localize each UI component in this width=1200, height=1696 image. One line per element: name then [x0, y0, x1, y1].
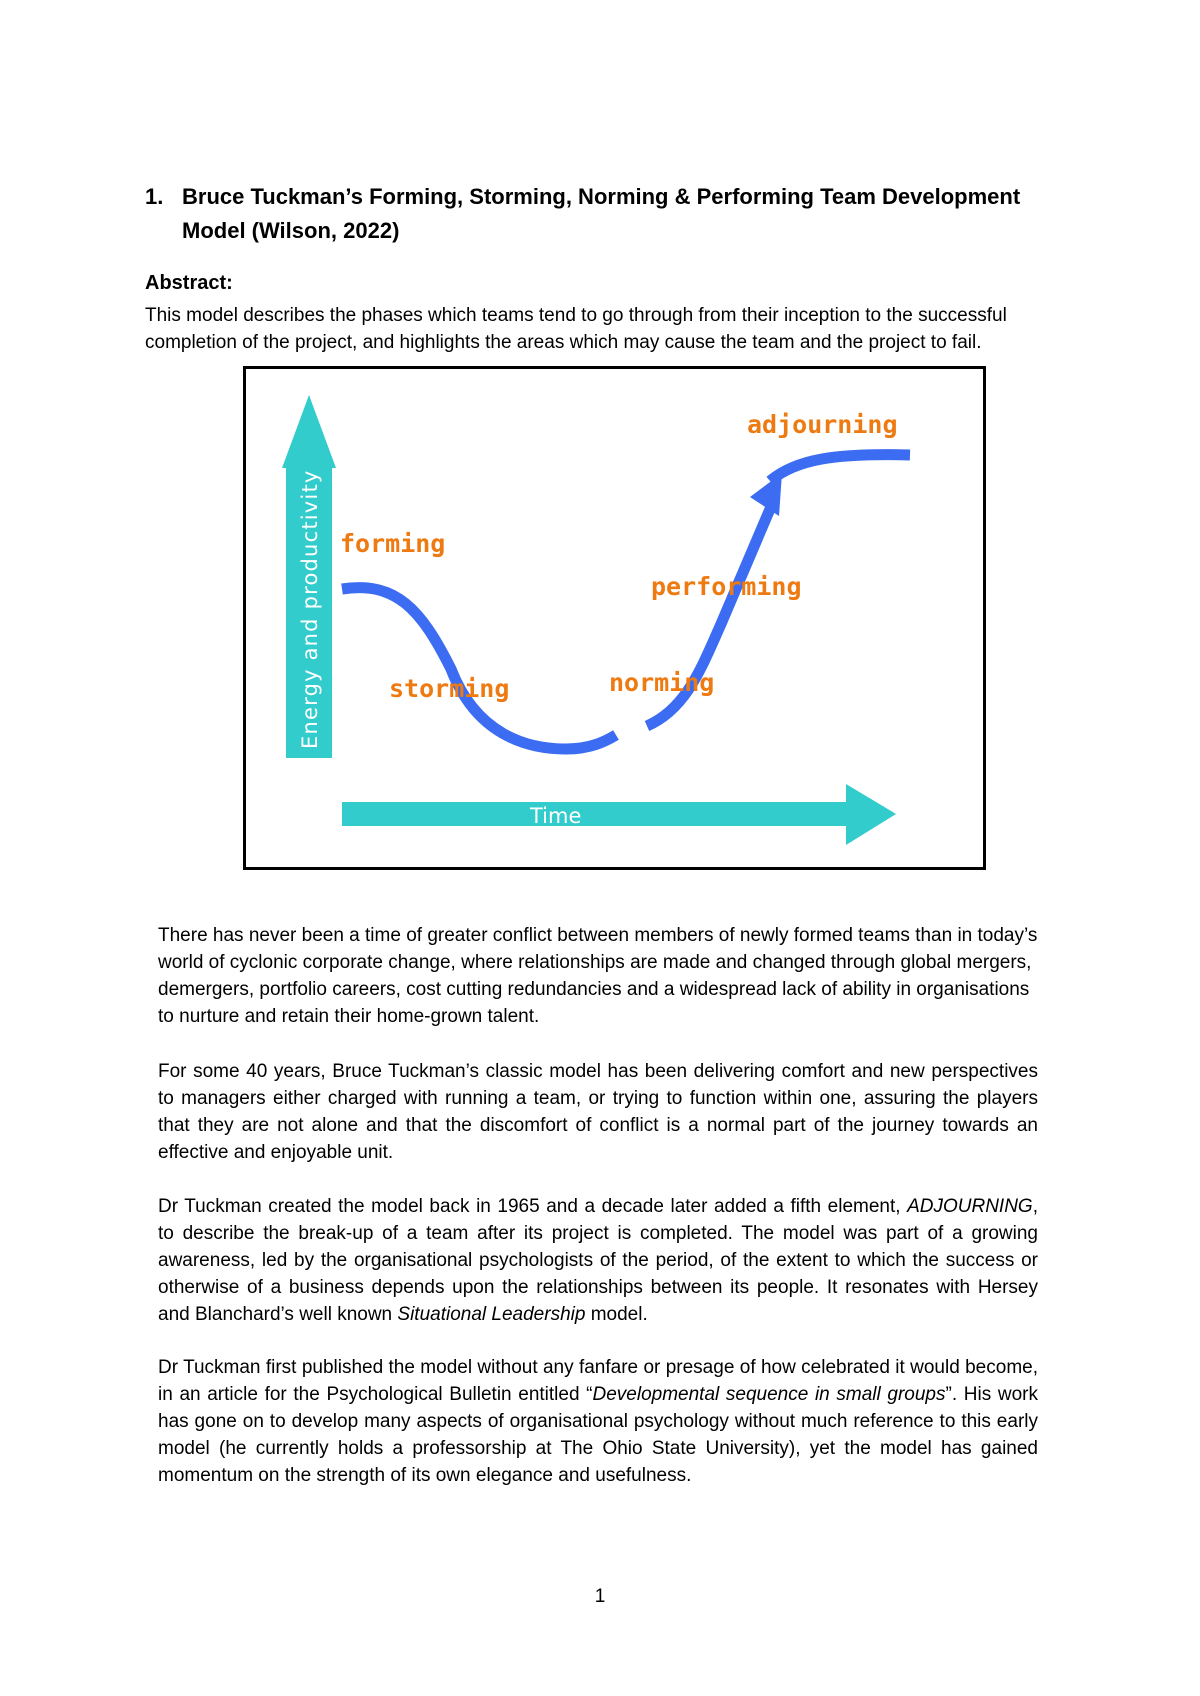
tuckman-diagram-svg: [246, 369, 983, 867]
paragraph-3-part-3: model.: [585, 1304, 648, 1325]
paragraph-3-part-1: Dr Tuckman created the model back in 1965 and a decade later added a fifth element,: [158, 1196, 908, 1217]
y-axis-label: Energy and productivity: [298, 469, 322, 749]
situational-leadership-emphasis: Situational Leadership: [397, 1304, 586, 1325]
abstract-text: This model describes the phases which teams tend to go through from their inception to the successful completion of the project, and highlights the areas which may cause the team and the project to fail.: [145, 305, 1007, 353]
article-title-emphasis: Developmental sequence in small groups: [592, 1384, 946, 1405]
paragraph-4: [158, 1354, 1038, 1489]
paragraph-1: [158, 922, 1038, 1030]
stage-label-norming: norming: [609, 668, 715, 697]
heading-number: 1.: [145, 184, 164, 209]
stage-label-forming: forming: [340, 529, 446, 558]
stage-label-storming: storming: [389, 674, 510, 703]
stage-label-adjourning: adjourning: [747, 410, 898, 439]
section-heading: [145, 180, 1025, 248]
heading-title: Bruce Tuckman’s Forming, Storming, Norming & Performing Team Development Model (Wilson, 2022): [182, 184, 1021, 243]
x-axis-label: Time: [530, 804, 582, 828]
abstract-label: Abstract:: [145, 272, 233, 294]
paragraph-3: [158, 1193, 1038, 1328]
x-axis-arrow: [342, 784, 896, 845]
paragraph-4-text: [158, 1354, 1038, 1489]
development-curve-left: [342, 588, 616, 749]
paragraph-3-text: [158, 1193, 1038, 1328]
adjourning-emphasis: ADJOURNING: [907, 1196, 1033, 1217]
paragraph-2-text: For some 40 years, Bruce Tuckman’s classic model has been delivering comfort and new perspectives to managers either charged with running a team, or trying to function within one, assuring the players that they are not alone and that the discomfort of conflict is a normal part of the journey towards an effective and enjoyable unit.: [158, 1061, 1038, 1163]
paragraph-1-text: There has never been a time of greater conflict between members of newly formed teams than in today’s world of cyclonic corporate change, where relationships are made and changed through global mergers, demergers, portfolio careers, cost cutting redundancies and a widespread lack of ability in organisations to nurture and retain their home-grown talent.: [158, 925, 1038, 1027]
paragraph-4-part-1: Dr Tuckman first published the model without any fanfare or presage of how celebrated it would become, in an article for the Psychological Bulletin entitled “: [158, 1357, 1038, 1405]
paragraph-4-part-2: ”. His work has gone on to develop many aspects of organisational psychology without much reference to this early model (he currently holds a professorship at The Ohio State University), yet the model has gained momentum on the strength of its own elegance and usefulness.: [158, 1384, 1038, 1486]
stage-label-performing: performing: [651, 572, 802, 601]
paragraph-2: [158, 1058, 1038, 1166]
y-axis-arrow: [282, 395, 336, 758]
development-curve-plateau: [770, 455, 910, 481]
paragraph-3-part-2: , to describe the break-up of a team after its project is completed. The model was part of a growing awareness, led by the organisational psychologists of the period, of the extent to which the success or otherwise of a business depends upon the relationships between its people. It resonates with Hersey and Blanchard’s well known: [158, 1196, 1038, 1325]
page-number: 1: [594, 1586, 606, 1607]
tuckman-diagram: [243, 366, 986, 870]
